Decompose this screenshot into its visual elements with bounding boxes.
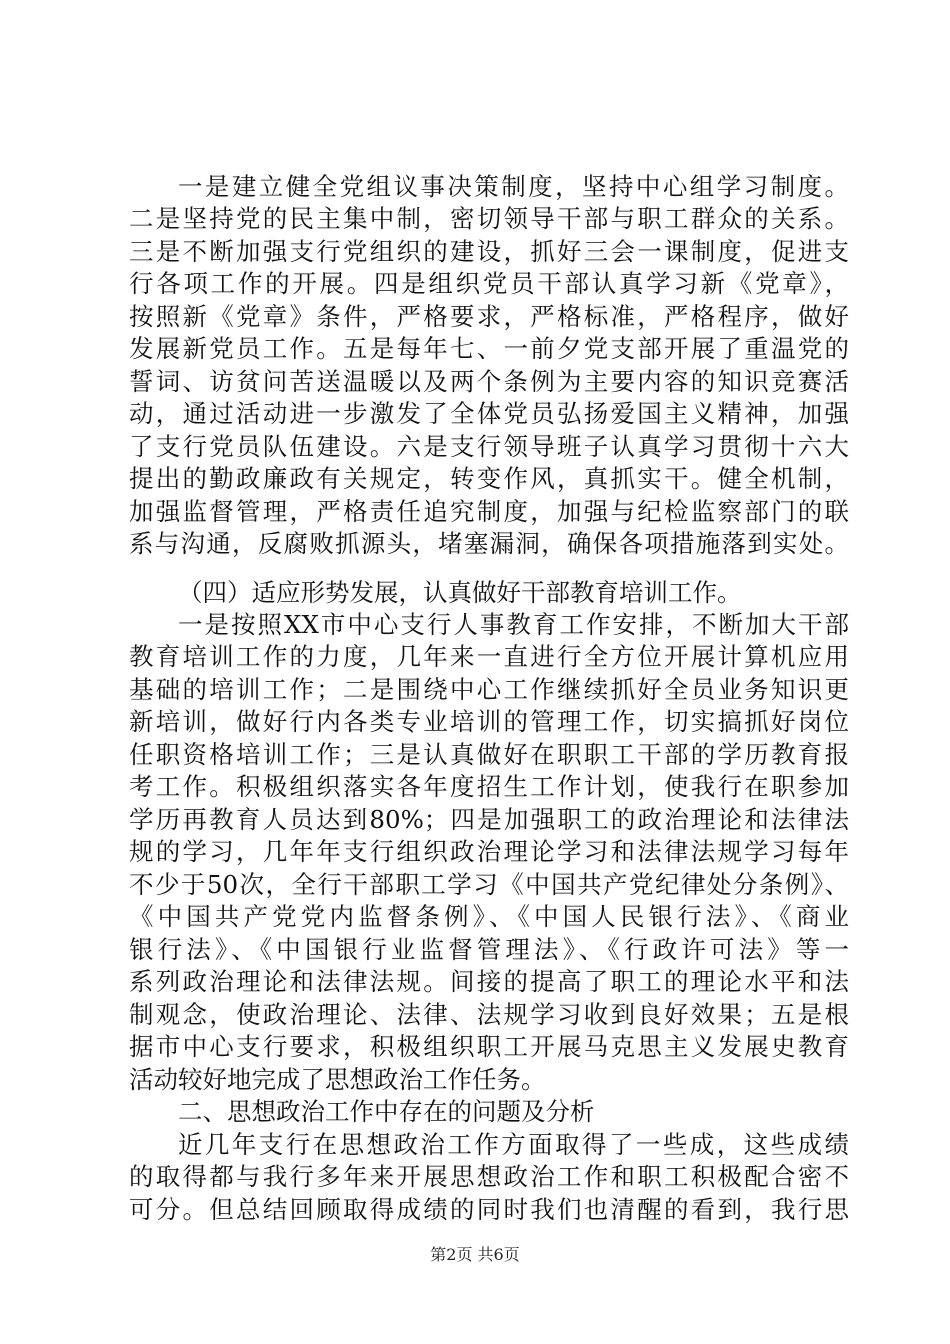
paragraph-line: 任职资格培训工作；三是认真做好在职职工干部的学历教育报 [129, 740, 849, 769]
paragraph-line: 了支行党员队伍建设。六是支行领导班子认真学习贯彻十六大 [129, 432, 849, 461]
paragraph-line: 三是不断加强支行党组织的建设，抓好三会一课制度，促进支 [129, 237, 849, 266]
paragraph-line: 可分。但总结回顾取得成绩的同时我们也清醒的看到，我行思 [129, 1195, 849, 1224]
paragraph-line: 发展新党员工作。五是每年七、一前夕党支部开展了重温党的 [129, 334, 849, 363]
paragraph-line: 一是建立健全党组议事决策制度，坚持中心组学习制度。 [178, 172, 849, 201]
paragraph-line: 《中国共产党党内监督条例》、《中国人民银行法》、《商业 [129, 902, 849, 931]
section-heading: 二、思想政治工作中存在的问题及分析 [178, 1097, 595, 1126]
paragraph-line: 规的学习，几年年支行组织政治理论学习和法律法规学习每年 [129, 837, 849, 866]
paragraph-line: 按照新《党章》条件，严格要求，严格标准，严格程序，做好 [129, 302, 849, 331]
paragraph-line: 行各项工作的开展。四是组织党员干部认真学习新《党章》， [129, 269, 849, 298]
paragraph-line: 近几年支行在思想政治工作方面取得了一些成，这些成绩 [178, 1130, 849, 1159]
paragraph-line: 的取得都与我行多年来开展思想政治工作和职工积极配合密不 [129, 1162, 849, 1191]
paragraph-line: 考工作。积极组织落实各年度招生工作计划，使我行在职参加 [129, 772, 849, 801]
paragraph-line: 动，通过活动进一步激发了全体党员弘扬爱国主义精神，加强 [129, 399, 849, 428]
paragraph-line: 基础的培训工作；二是围绕中心工作继续抓好全员业务知识更 [129, 675, 849, 704]
paragraph-line: 制观念，使政治理论、法律、法规学习收到良好效果；五是根 [129, 1000, 849, 1029]
paragraph-line: 誓词、访贫问苦送温暖以及两个条例为主要内容的知识竞赛活 [129, 367, 849, 396]
paragraph-line: 教育培训工作的力度，几年来一直进行全方位开展计算机应用 [129, 642, 849, 671]
paragraph-line: 新培训，做好行内各类专业培训的管理工作，切实搞抓好岗位 [129, 707, 849, 736]
paragraph-line: 系列政治理论和法律法规。间接的提高了职工的理论水平和法 [129, 967, 849, 996]
paragraph-line: 据市中心支行要求，积极组织职工开展马克思主义发展史教育 [129, 1032, 849, 1061]
paragraph-line: 一是按照XX市中心支行人事教育工作安排，不断加大干部 [178, 610, 849, 639]
paragraph-line: 不少于50次，全行干部职工学习《中国共产党纪律处分条例》、 [129, 870, 849, 899]
paragraph-line: 银行法》、《中国银行业监督管理法》、《行政许可法》等一 [129, 935, 849, 964]
paragraph-line: 系与沟通，反腐败抓源头，堵塞漏洞，确保各项措施落到实处。 [129, 529, 849, 558]
paragraph-line: 活动较好地完成了思想政治工作任务。 [129, 1065, 546, 1094]
paragraph-line: 学历再教育人员达到80%；四是加强职工的政治理论和法律法 [129, 805, 849, 834]
section-heading: （四）适应形势发展，认真做好干部教育培训工作。 [178, 578, 742, 607]
paragraph-line: 提出的勤政廉政有关规定，转变作风，真抓实干。健全机制， [129, 464, 849, 493]
page-number-footer: 第2页 共6页 [430, 1245, 520, 1264]
paragraph-line: 加强监督管理，严格责任追究制度，加强与纪检监察部门的联 [129, 497, 849, 526]
paragraph-line: 二是坚持党的民主集中制，密切领导干部与职工群众的关系。 [129, 204, 849, 233]
